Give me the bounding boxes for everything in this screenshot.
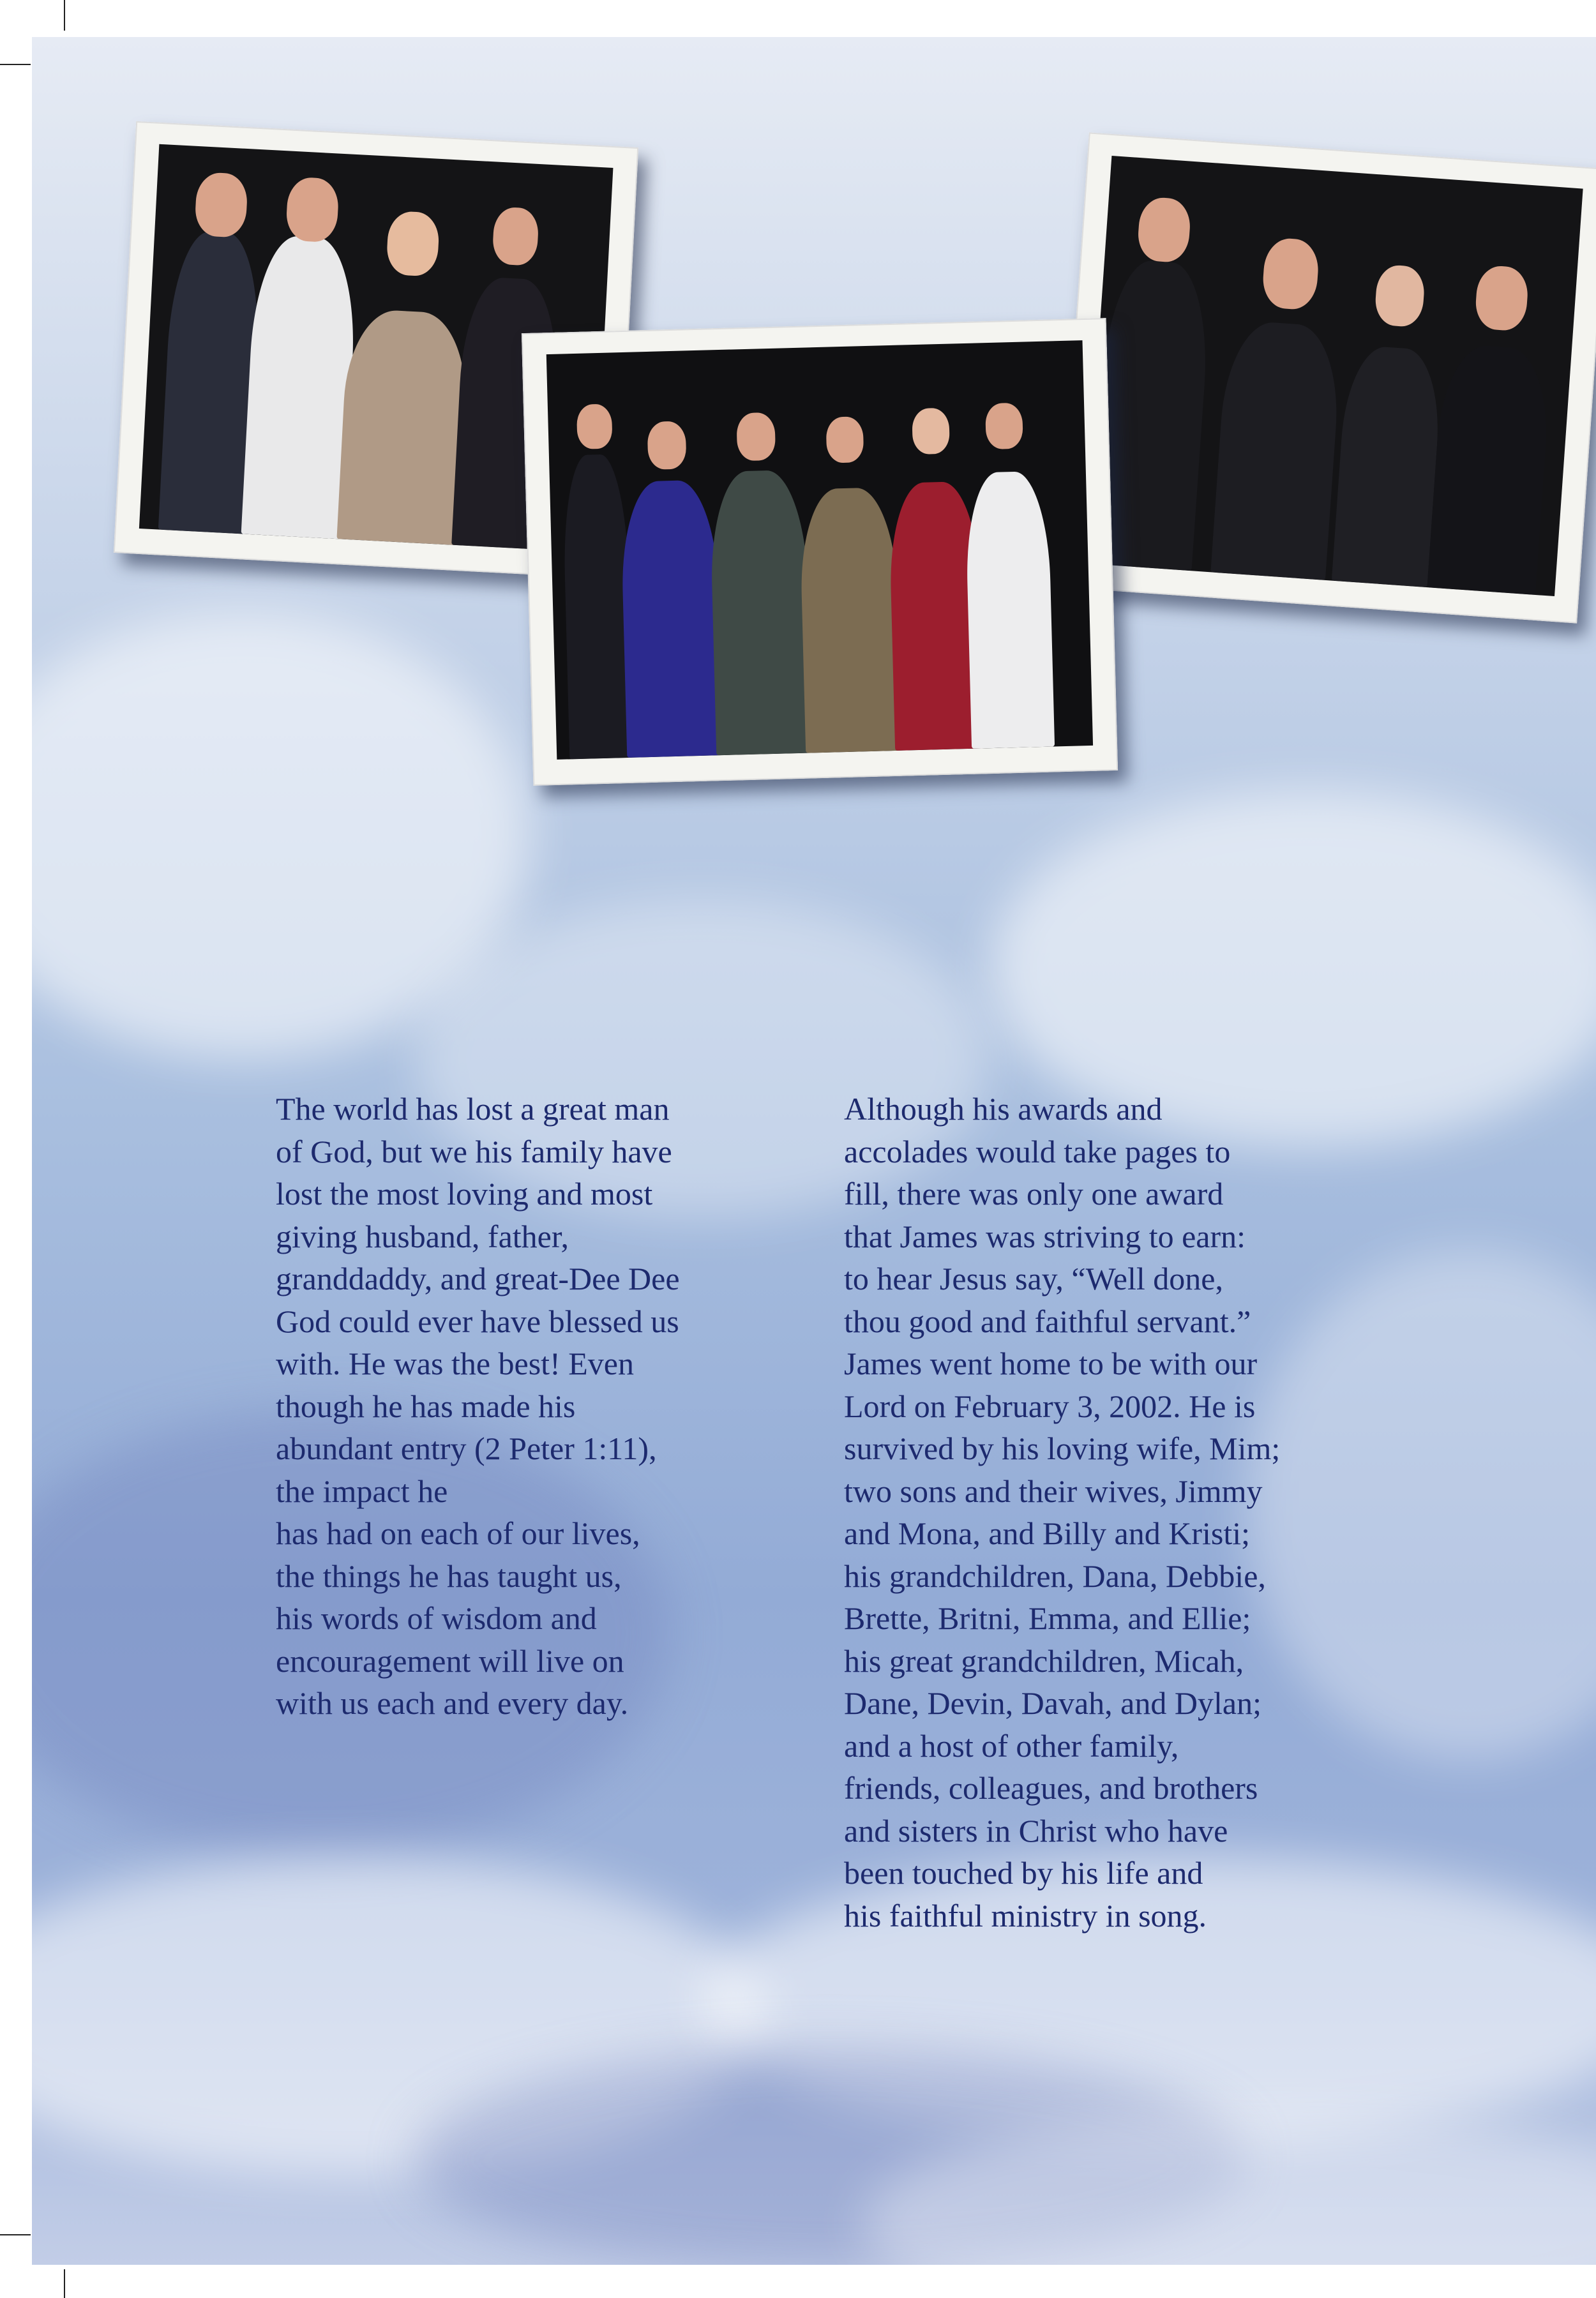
tribute-text-left <box>276 1088 761 1725</box>
family-photo-center <box>522 318 1118 786</box>
family-photo-four-men-and-woman-icon <box>1083 156 1583 596</box>
family-photo-group-seated-icon <box>546 340 1093 760</box>
tribute-paragraph-right: Although his awards and accolades would take pages to fill, there was only one award that James was striving to earn: to hear Jesus say, “Well done, thou good and faithful servant.” James went home to be with our Lord on February 3, 2002. He is survived by his loving wife, Mim; two sons and their wives, Jimmy and Mona, and Billy and Kristi; his grandchildren, Dana, Debbie, Brette, Britni, Emma, and Ellie; his great grandchildren, Micah, Dane, Devin, Davah, and Dylan; and a host of other family, friends, colleagues, and brothers and sisters in Christ who have been touched by his life and his faithful ministry in song. <box>844 1091 1281 1934</box>
crop-mark-left-bottom <box>0 2234 31 2235</box>
tribute-paragraph-left: The world has lost a great man of God, but we his family have lost the most loving and most giving husband, father, granddaddy, and great-Dee Dee God could ever have blessed us with. He was the best! Even though he has made his abundant entry (2 Peter 1:11), the impact he has had on each of our lives, the things he has taught us, his words of wisdom and encouragement will live on with us each and every day. <box>276 1091 680 1721</box>
crop-mark-top <box>64 0 65 31</box>
crop-mark-bottom <box>64 2269 65 2298</box>
crop-mark-left-top <box>0 64 31 65</box>
tribute-text-right <box>844 1088 1329 1937</box>
family-photo-right <box>1057 132 1596 623</box>
